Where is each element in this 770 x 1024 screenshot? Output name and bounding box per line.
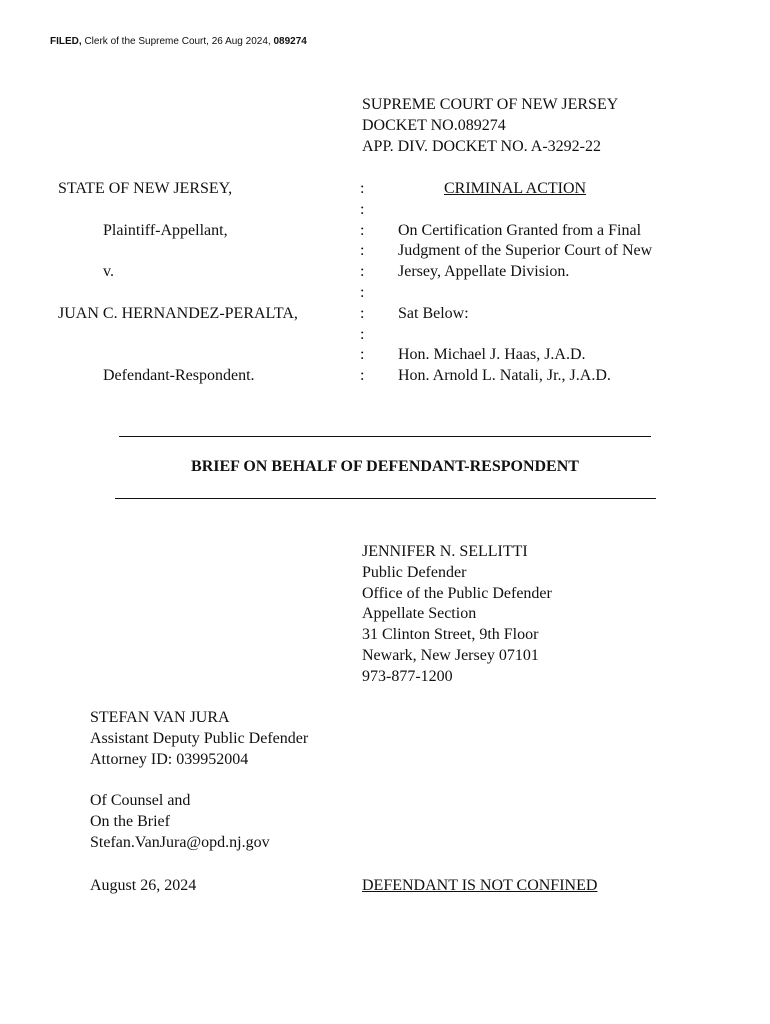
counsel-name: STEFAN VAN JURA — [90, 709, 230, 726]
plaintiff-name: STATE OF NEW JERSEY, — [58, 180, 233, 197]
caption-colon: : — [360, 180, 365, 197]
title-rule-bottom — [115, 498, 656, 499]
judge-1: Hon. Michael J. Haas, J.A.D. — [398, 346, 586, 363]
caption-colon: : — [360, 222, 365, 239]
judge-2: Hon. Arnold L. Natali, Jr., J.A.D. — [398, 367, 611, 384]
counsel-title: Assistant Deputy Public Defender — [90, 729, 309, 747]
docket-number: DOCKET NO.089274 — [362, 117, 506, 134]
attorney-id: Attorney ID: 039952004 — [90, 750, 249, 768]
confinement-status: DEFENDANT IS NOT CONFINED — [362, 877, 598, 894]
filed-label: FILED, — [50, 36, 82, 47]
defendant-role: Defendant-Respondent. — [103, 367, 255, 384]
section-name: Appellate Section — [362, 605, 477, 623]
counsel-role-2: On the Brief — [90, 812, 170, 830]
app-div-docket-number: APP. DIV. DOCKET NO. A-3292-22 — [362, 138, 601, 155]
certification-line-3: Jersey, Appellate Division. — [398, 263, 570, 280]
versus: v. — [103, 263, 114, 280]
filing-text: Clerk of the Supreme Court, 26 Aug 2024, — [81, 36, 274, 47]
street-address: 31 Clinton Street, 9th Floor — [362, 626, 539, 644]
brief-title: BRIEF ON BEHALF OF DEFENDANT-RESPONDENT — [191, 458, 579, 475]
certification-line-2: Judgment of the Superior Court of New — [398, 242, 653, 259]
counsel-email: Stefan.VanJura@opd.nj.gov — [90, 833, 270, 851]
defendant-name: JUAN C. HERNANDEZ-PERALTA, — [58, 305, 298, 322]
caption-colon: : — [360, 284, 365, 301]
caption-colon: : — [360, 326, 365, 343]
criminal-action: CRIMINAL ACTION — [444, 180, 587, 197]
spacer — [90, 770, 308, 791]
plaintiff-role: Plaintiff-Appellant, — [103, 222, 228, 239]
counsel-block — [90, 708, 308, 854]
caption-colon: : — [360, 201, 365, 218]
public-defender-block — [362, 542, 552, 688]
caption-colon: : — [360, 305, 365, 322]
public-defender-name: JENNIFER N. SELLITTI — [362, 543, 528, 560]
caption-colon: : — [360, 346, 365, 363]
filing-number: 089274 — [273, 36, 307, 47]
brief-date: August 26, 2024 — [90, 877, 197, 894]
filing-stamp — [50, 36, 307, 47]
public-defender-title: Public Defender — [362, 563, 467, 581]
court-name: SUPREME COURT OF NEW JERSEY — [362, 96, 619, 113]
certification-line-1: On Certification Granted from a Final — [398, 222, 642, 239]
sat-below: Sat Below: — [398, 305, 469, 322]
city-address: Newark, New Jersey 07101 — [362, 646, 539, 664]
title-rule-top — [119, 436, 651, 437]
caption-colon: : — [360, 367, 365, 384]
caption-colon: : — [360, 242, 365, 259]
office-name: Office of the Public Defender — [362, 584, 552, 602]
caption-colon: : — [360, 263, 365, 280]
phone-number: 973-877-1200 — [362, 667, 453, 685]
counsel-role-1: Of Counsel and — [90, 792, 191, 810]
